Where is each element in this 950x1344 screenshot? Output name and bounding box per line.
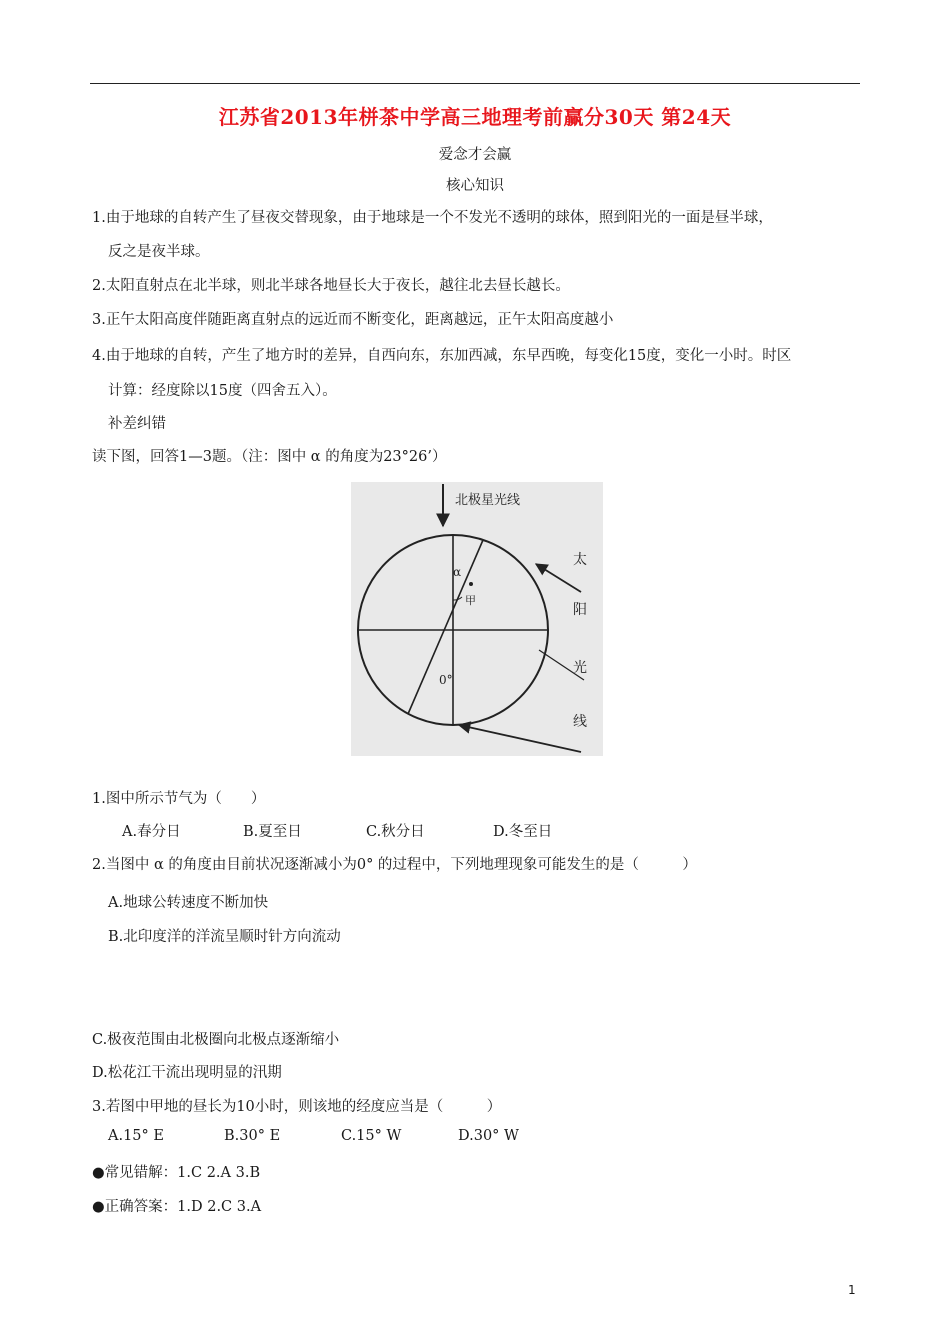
- earth-diagram: [351, 482, 603, 756]
- sun-label-1: 太: [573, 552, 587, 568]
- earth-axis: [408, 540, 483, 714]
- sun-ray-arrow: [459, 725, 581, 752]
- option: C.极夜范围由北极圈向北极点逐渐缩小: [92, 1032, 340, 1048]
- knowledge-item: 1.由于地球的自转产生了昼夜交替现象，由于地球是一个不发光不透明的球体，照到阳光的一面是昼半球，: [92, 210, 773, 226]
- question-3-stem: 3.若图中甲地的昼长为10小时，则该地的经度应当是（ ）: [92, 1099, 502, 1115]
- subtitle: 爱念才会赢: [438, 147, 512, 163]
- knowledge-item: 3.正午太阳高度伴随距离直射点的远近而不断变化，距离越远，正午太阳高度越小: [92, 312, 614, 328]
- sun-label-3: 光: [573, 660, 587, 676]
- option: D.30° W: [458, 1128, 519, 1144]
- sun-label-4: 线: [573, 714, 587, 730]
- page-number: 1: [848, 1283, 856, 1297]
- header-rule: [90, 83, 860, 84]
- alpha-label: α: [453, 565, 462, 579]
- polaris-label: 北极星光线: [455, 493, 521, 508]
- option: D.松花江干流出现明显的汛期: [92, 1065, 282, 1081]
- question-1-stem: 1.图中所示节气为（ ）: [92, 791, 266, 807]
- option: B.30° E: [224, 1128, 281, 1144]
- option: D.冬至日: [493, 824, 553, 840]
- question-3-options: [0, 1128, 950, 1148]
- option: B.夏至日: [243, 824, 302, 840]
- knowledge-item: 反之是夜半球。: [108, 244, 210, 260]
- option: A.15° E: [108, 1128, 164, 1144]
- sun-label-2: 阳: [573, 602, 587, 618]
- document-title: 江苏省2013年栟茶中学高三地理考前赢分30天 第24天: [218, 105, 732, 129]
- jia-label: 甲: [465, 594, 476, 607]
- section-heading: 核心知识: [446, 178, 504, 194]
- option: C.15° W: [341, 1128, 402, 1144]
- question-2-stem: 2.当图中 α 的角度由目前状况逐渐减小为0° 的过程中，下列地理现象可能发生的是（ ）: [92, 857, 697, 873]
- knowledge-item: 4.由于地球的自转，产生了地方时的差异，自西向东，东加西减，东早西晚，每变化15度，变化一小时。时区: [92, 348, 792, 364]
- option: B.北印度洋的洋流呈顺时针方向流动: [108, 929, 341, 945]
- question-1-options: [0, 820, 950, 840]
- zero-degree-label: 0°: [439, 673, 453, 687]
- question-intro: 读下图，回答1—3题。（注：图中 α 的角度为23°26’）: [92, 449, 447, 465]
- option: A.地球公转速度不断加快: [108, 895, 269, 911]
- common-wrong-answers: ●常见错解：1.C 2.A 3.B: [92, 1165, 261, 1181]
- section-heading-2: 补差纠错: [108, 416, 166, 432]
- option: A.春分日: [122, 824, 181, 840]
- sun-ray-arrow: [536, 564, 581, 592]
- option: C.秋分日: [366, 824, 425, 840]
- knowledge-item: 2.太阳直射点在北半球，则北半球各地昼长大于夜长，越往北去昼长越长。: [92, 278, 570, 294]
- correct-answers: ●正确答案：1.D 2.C 3.A: [92, 1199, 262, 1215]
- knowledge-item: 计算：经度除以15度（四舍五入）。: [108, 383, 337, 399]
